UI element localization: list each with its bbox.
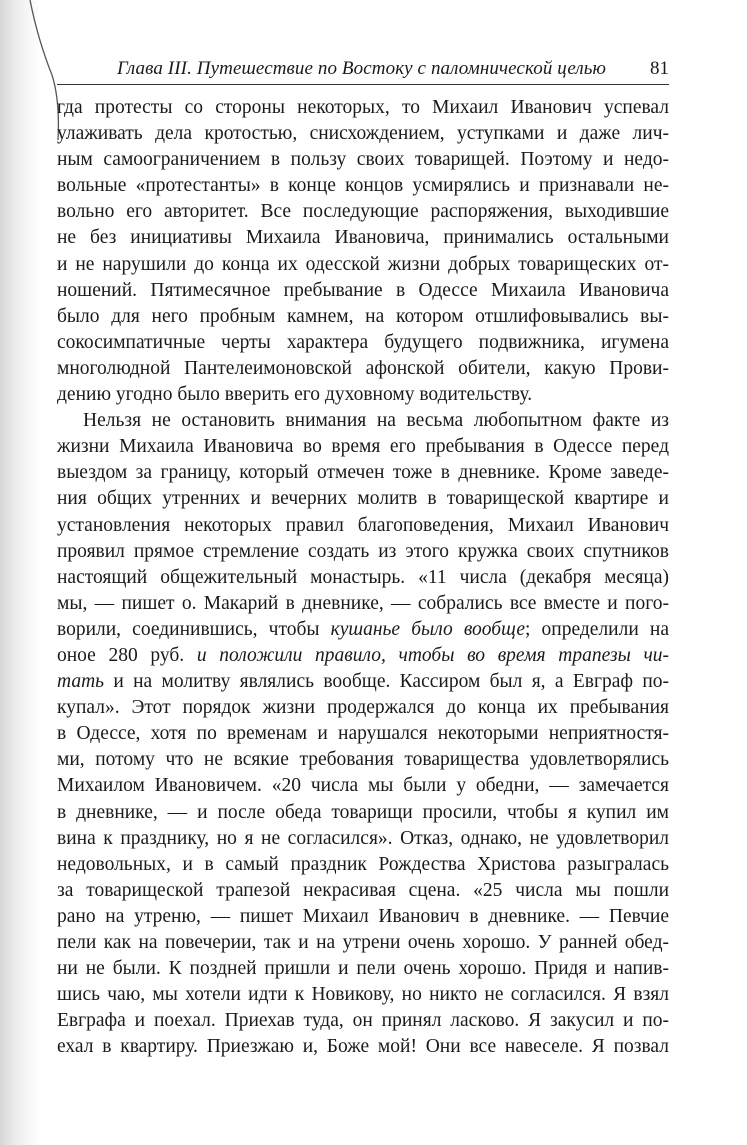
text-line: сокосимпатичные черты характера будущего подвижника, игумена bbox=[57, 331, 669, 353]
text-line: дению угодно было вверить его духовному водительству. bbox=[57, 384, 533, 406]
paragraph-2 bbox=[57, 408, 669, 1060]
italic-run: кушанье было вообще bbox=[330, 618, 525, 640]
text-line: ни не были. К поздней пришли и пели очень хорошо. Придя и напив- bbox=[57, 958, 669, 980]
text-line: и не нарушили до конца их одесской жизни добрых товарищеских от- bbox=[57, 253, 669, 275]
text-line: мы, — пишет о. Макарий в дневнике, — собрались все вместе и пого- bbox=[57, 592, 669, 614]
text-line: пели как на повечерии, так и на утрени очень хорошо. У ранней обед- bbox=[57, 932, 669, 953]
text-line: настоящий общежительный монастырь. «11 числа (декабря месяца) bbox=[57, 566, 669, 588]
text-line: купал». Этот порядок жизни продержался до конца их пребывания bbox=[57, 697, 669, 719]
text-run: ; определили на bbox=[524, 618, 669, 640]
page-gutter-shadow bbox=[0, 0, 40, 1145]
text-line: жизни Михаила Ивановича во время его пребывания в Одессе перед bbox=[57, 436, 669, 458]
italic-run: и положили правило, чтобы во время трапезы чи- bbox=[196, 644, 669, 666]
text-line: Нельзя не остановить внимания на весьма любопытном факте из bbox=[83, 410, 669, 432]
text-line: не без инициативы Михаила Ивановича, принимались остальными bbox=[57, 227, 669, 249]
text-line: Михаилом Ивановичем. «20 числа мы были у обедни, — замечается bbox=[57, 775, 669, 797]
text-line-mixed bbox=[57, 669, 669, 695]
text-line: установления некоторых правил благоповедения, Михаил Иванович bbox=[57, 514, 669, 536]
text-line-mixed bbox=[57, 617, 669, 643]
text-run: и на молитву являлись вообще. Кассиром был я, а Евграф по- bbox=[104, 671, 669, 693]
text-line: вина к празднику, но я не согласился». Отказ, однако, не удовлетворил bbox=[57, 827, 669, 849]
text-line: недовольных, и в самый праздник Рождества Христова разыгралась bbox=[57, 853, 669, 875]
text-run: ворили, соединившись, чтобы bbox=[57, 618, 331, 640]
text-line: ми, потому что не всякие требования товарищества удовлетворялись bbox=[57, 749, 669, 771]
text-line: вольно его авторитет. Все последующие распоряжения, выходившие bbox=[57, 201, 669, 223]
text-line-mixed bbox=[57, 643, 669, 669]
text-line: гда протесты со стороны некоторых, то Михаил Иванович успевал bbox=[57, 97, 669, 118]
running-head bbox=[57, 54, 669, 85]
text-line: многолюдной Пантелеимоновской афонской обители, какую Прови- bbox=[57, 357, 669, 379]
text-line: в Одессе, хотя по временам и нарушался некоторыми неприятностя- bbox=[57, 723, 669, 745]
text-line: ния общих утренних и вечерних молитв в товарищеской квартире и bbox=[57, 488, 669, 510]
paragraph-1-end bbox=[57, 382, 669, 408]
text-run: оное 280 руб. bbox=[57, 644, 197, 666]
text-line: Евграфа и поехал. Приехав туда, он принял ласково. Я закусил и по- bbox=[57, 1010, 669, 1032]
text-line: шись чаю, мы хотели идти к Новикову, но никто не согласился. Я взял bbox=[57, 984, 669, 1006]
text-line: было для него пробным камнем, на котором отшлифовывались вы- bbox=[57, 305, 669, 327]
text-line: вольные «протестанты» в конце концов усмирялись и признавали не- bbox=[57, 175, 669, 197]
text-line: ным самоограничением в пользу своих товарищей. Поэтому и недо- bbox=[57, 149, 669, 171]
text-line: в дневнике, — и после обеда товарищи просили, чтобы я купил им bbox=[57, 801, 669, 823]
italic-run: тать bbox=[57, 671, 105, 693]
text-line: ехал в квартиру. Приезжаю и, Боже мой! Они все навеселе. Я позвал bbox=[57, 1036, 669, 1058]
text-line: проявил прямое стремление создать из этого кружка своих спутников bbox=[57, 540, 669, 562]
text-line: рано на утреню, — пишет Михаил Иванович в дневнике. — Певчие bbox=[57, 905, 669, 927]
text-line: ношений. Пятимесячное пребывание в Одессе Михаила Ивановича bbox=[57, 279, 669, 301]
paragraph-1 bbox=[57, 95, 669, 382]
text-line: улаживать дела кротостью, снисхождением, уступками и даже лич- bbox=[57, 123, 669, 145]
chapter-title: Глава III. Путешествие по Востоку с паломнической целью bbox=[117, 58, 607, 79]
page-number: 81 bbox=[650, 58, 669, 79]
text-line: за товарищеской трапезой некрасивая сцена. «25 числа мы пошли bbox=[57, 879, 669, 901]
text-line: выездом за границу, который отмечен тоже в дневнике. Кроме заведе- bbox=[57, 462, 669, 484]
text-body bbox=[57, 95, 669, 1060]
